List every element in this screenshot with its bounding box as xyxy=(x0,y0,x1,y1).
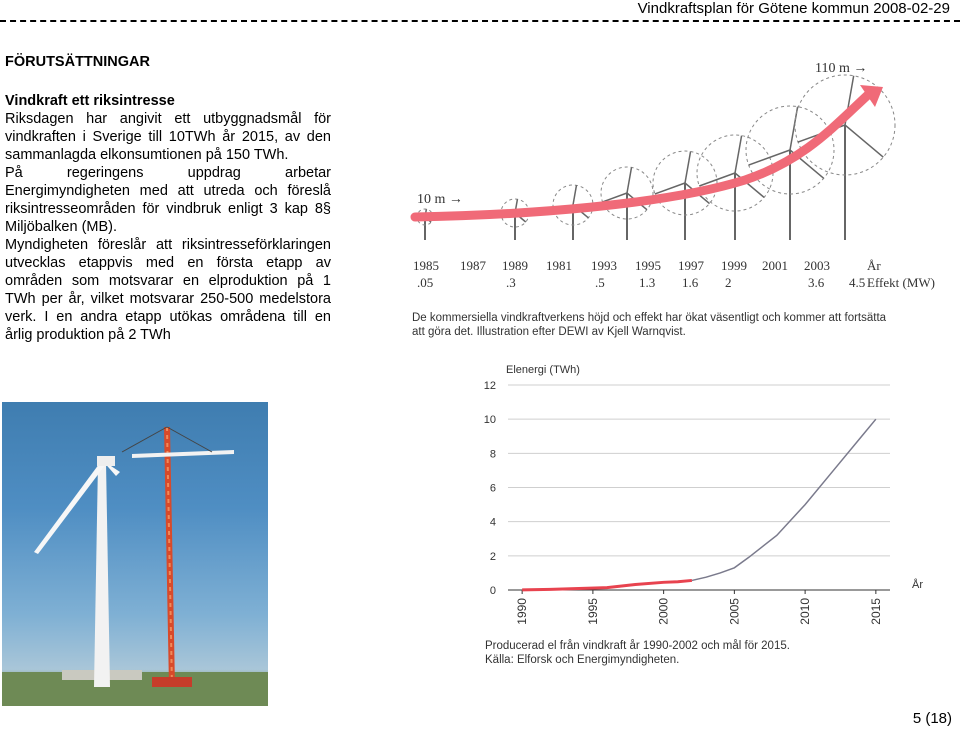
x-tick-label: 2005 xyxy=(727,598,742,625)
section-title: FÖRUTSÄTTNINGAR xyxy=(5,54,150,70)
y-axis-label: Elenergi (TWh) xyxy=(506,364,580,376)
x-axis-label: År xyxy=(912,579,923,591)
label-10m: 10 m → xyxy=(417,192,463,207)
effect-label: 1.6 xyxy=(682,275,699,290)
turbine-blade xyxy=(573,185,576,205)
y-tick-label: 8 xyxy=(489,448,496,461)
page-number: 5 (18) xyxy=(912,710,952,727)
years-axis-label: År xyxy=(867,258,881,273)
year-label: 1981 xyxy=(546,258,572,273)
year-label: 1997 xyxy=(678,258,704,273)
effect-labels xyxy=(417,275,865,290)
effect-label: 1.3 xyxy=(639,275,656,290)
x-ticks xyxy=(515,590,883,625)
year-labels xyxy=(413,258,830,273)
turbine-blade xyxy=(845,125,883,157)
x-tick-label: 2010 xyxy=(798,598,813,625)
y-tick-label: 12 xyxy=(483,380,496,392)
year-label: 1995 xyxy=(635,258,661,273)
paragraph-2: På regeringens uppdrag arbetar Energimyndigheten med att utreda och föreslå riksintresseområden för vindbruk enligt 3 kap 8§ Miljöbalken (MB). xyxy=(5,165,331,235)
growth-arrow xyxy=(415,93,870,217)
year-label: 2001 xyxy=(762,258,788,273)
turbine-caption-2: att göra det. Illustration efter DEWI av Kjell Warnqvist. xyxy=(412,326,686,338)
x-tick-label: 1995 xyxy=(585,598,600,625)
energy-caption-2: Källa: Elforsk och Energimyndigheten. xyxy=(485,654,680,666)
chart-series xyxy=(522,419,876,590)
effect-axis-label: Effekt (MW) xyxy=(867,275,935,290)
effect-label: 4.5 xyxy=(849,275,866,290)
year-label: 1987 xyxy=(460,258,486,273)
turbine-caption-1: De kommersiella vindkraftverkens höjd och effekt har ökat väsentligt och kommer att fortsätta xyxy=(412,312,887,324)
energy-line-chart xyxy=(470,360,930,630)
subheading: Vindkraft ett riksintresse xyxy=(5,93,175,109)
year-label: 1993 xyxy=(591,258,617,273)
y-tick-label: 6 xyxy=(489,482,496,495)
effect-label: 3.6 xyxy=(808,275,825,290)
turbine-growth-figure xyxy=(405,55,950,340)
photo-illustration xyxy=(2,402,268,706)
effect-label: 2 xyxy=(725,275,732,290)
y-tick-label: 2 xyxy=(489,550,496,563)
effect-label: .05 xyxy=(417,275,434,290)
x-tick-label: 2000 xyxy=(656,598,671,625)
turbine-blade xyxy=(735,136,742,173)
effect-label: .3 xyxy=(506,275,516,290)
x-tick-label: 2015 xyxy=(868,598,883,625)
body-text xyxy=(5,92,331,344)
header-rule xyxy=(0,20,960,22)
effect-label: .5 xyxy=(595,275,605,290)
year-label: 2003 xyxy=(804,258,830,273)
y-tick-label: 10 xyxy=(483,414,496,427)
chart-grid xyxy=(508,385,890,590)
page-header: Vindkraftsplan för Götene kommun 2008-02-29 xyxy=(637,0,950,17)
label-110m: 110 m → xyxy=(815,61,868,76)
turbine-blade xyxy=(627,167,632,193)
y-ticks xyxy=(484,380,496,597)
series-line xyxy=(522,580,692,589)
x-tick-label: 1990 xyxy=(515,598,530,625)
turbine-construction-photo xyxy=(2,402,268,706)
year-label: 1985 xyxy=(413,258,439,273)
y-tick-label: 4 xyxy=(489,516,496,529)
paragraph-1: Riksdagen har angivit ett utbyggnadsmål för vindkraften i Sverige till 10TWh år 2015, av den sammanlagda elkonsumtionen på 150 TWh. xyxy=(5,111,331,163)
y-tick-label: 0 xyxy=(489,585,496,597)
energy-caption-1: Producerad el från vindkraft år 1990-2002 och mål för 2015. xyxy=(485,640,790,652)
year-label: 1989 xyxy=(502,258,528,273)
turbine-blade xyxy=(685,151,691,183)
paragraph-3: Myndigheten föreslår att riksintresseförklaringen utvecklas etappvis med en första etapp av områden som motsvarar en elproduktion på 1 TWh per år, vilket motsvarar 250-500 medelstora verk. I en andra etapp utökas områdena till en årlig produktion på 2 TWh xyxy=(5,237,331,343)
year-label: 1999 xyxy=(721,258,747,273)
